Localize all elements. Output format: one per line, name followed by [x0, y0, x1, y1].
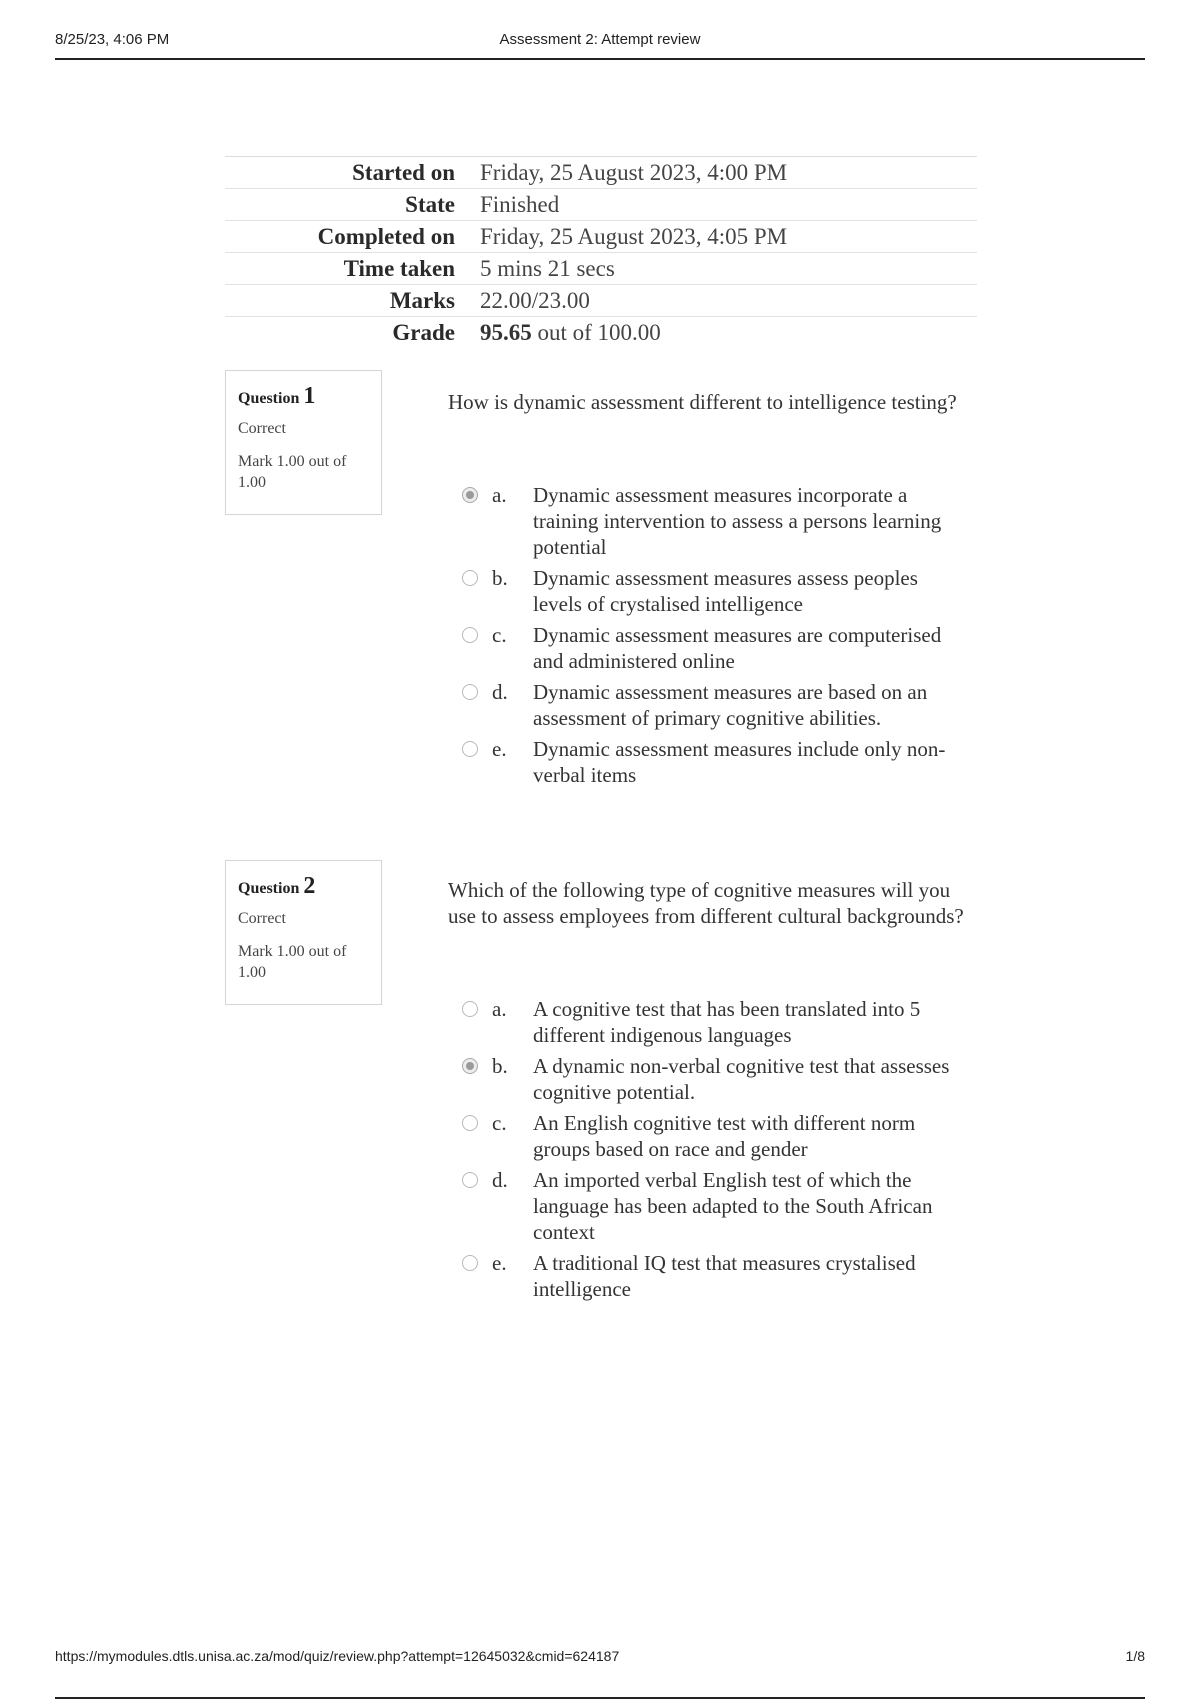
- question-mark: Mark 1.00 out of 1.00: [238, 943, 347, 981]
- option-letter: b.: [492, 566, 508, 590]
- option-letter: e.: [492, 1251, 507, 1275]
- radio-icon[interactable]: [462, 1172, 478, 1188]
- option-text: An imported verbal English test of which the language has been adapted to the South African context: [533, 1168, 933, 1244]
- question-label: Question: [238, 880, 300, 897]
- summary-value: 5 mins 21 secs: [480, 253, 977, 285]
- summary-label: Time taken: [225, 253, 480, 285]
- print-header: [55, 28, 1145, 60]
- option-text: Dynamic assessment measures are computerised and administered online: [533, 623, 942, 673]
- question-2-answers: [448, 996, 988, 1307]
- option-letter: c.: [492, 623, 507, 647]
- question-mark: Mark 1.00 out of 1.00: [238, 453, 347, 491]
- summary-label: Grade: [225, 317, 480, 349]
- answer-option-c[interactable]: [448, 1110, 988, 1162]
- footer-divider: [55, 1697, 1145, 1699]
- option-text: A traditional IQ test that measures crystalised intelligence: [533, 1251, 916, 1301]
- print-title: Assessment 2: Attempt review: [499, 31, 701, 48]
- option-letter: d.: [492, 1168, 508, 1192]
- question-state: Correct: [238, 420, 286, 437]
- answer-option-d[interactable]: [448, 1167, 988, 1245]
- summary-row-completed: [225, 221, 977, 253]
- radio-icon[interactable]: [462, 570, 478, 586]
- option-text: Dynamic assessment measures incorporate a training intervention to assess a persons learning potential: [533, 483, 942, 559]
- summary-value: Finished: [480, 189, 977, 221]
- summary-label: Started on: [225, 157, 480, 189]
- answer-option-e[interactable]: [448, 736, 988, 788]
- answer-option-c[interactable]: [448, 622, 988, 674]
- answer-option-d[interactable]: [448, 679, 988, 731]
- summary-row-time-taken: [225, 253, 977, 285]
- radio-icon[interactable]: [462, 741, 478, 757]
- question-2-info: [225, 860, 382, 1005]
- question-1-text: How is dynamic assessment different to intelligence testing?: [448, 390, 957, 414]
- radio-icon[interactable]: [462, 684, 478, 700]
- attempt-summary-table: [225, 156, 977, 349]
- radio-icon[interactable]: [462, 1115, 478, 1131]
- question-number: 2: [303, 873, 316, 899]
- question-2-text: Which of the following type of cognitive measures will you use to assess employees from different cultural backgrounds?: [448, 878, 964, 928]
- answer-option-a[interactable]: [448, 482, 988, 560]
- summary-label: Marks: [225, 285, 480, 317]
- page-url: https://mymodules.dtls.unisa.ac.za/mod/quiz/review.php?attempt=12645032&cmid=624187: [55, 1648, 620, 1664]
- option-text: Dynamic assessment measures are based on an assessment of primary cognitive abilities.: [533, 680, 928, 730]
- summary-row-marks: [225, 285, 977, 317]
- answer-option-b[interactable]: [448, 565, 988, 617]
- option-text: An English cognitive test with different norm groups based on race and gender: [533, 1111, 916, 1161]
- radio-icon[interactable]: [462, 1255, 478, 1271]
- summary-value: Friday, 25 August 2023, 4:00 PM: [480, 157, 977, 189]
- summary-label: State: [225, 189, 480, 221]
- answer-option-e[interactable]: [448, 1250, 988, 1302]
- option-letter: a.: [492, 483, 507, 507]
- summary-label: Completed on: [225, 221, 480, 253]
- radio-icon[interactable]: [462, 1001, 478, 1017]
- option-text: A dynamic non-verbal cognitive test that assesses cognitive potential.: [533, 1054, 950, 1104]
- page-number: 1/8: [1125, 1648, 1145, 1664]
- option-letter: b.: [492, 1054, 508, 1078]
- answer-option-b[interactable]: [448, 1053, 988, 1105]
- question-1-answers: [448, 482, 988, 793]
- print-date: 8/25/23, 4:06 PM: [55, 31, 170, 48]
- option-text: Dynamic assessment measures assess peoples levels of crystalised intelligence: [533, 566, 918, 616]
- radio-selected-icon[interactable]: [462, 1058, 478, 1074]
- summary-row-state: [225, 189, 977, 221]
- grade-value: 95.65: [480, 319, 532, 345]
- summary-value: Friday, 25 August 2023, 4:05 PM: [480, 221, 977, 253]
- summary-row-started: [225, 157, 977, 189]
- question-1-info: [225, 370, 382, 515]
- option-text: A cognitive test that has been translated into 5 different indigenous languages: [533, 997, 921, 1047]
- radio-icon[interactable]: [462, 627, 478, 643]
- option-text: Dynamic assessment measures include only non-verbal items: [533, 737, 946, 787]
- option-letter: e.: [492, 737, 507, 761]
- summary-value: [480, 317, 977, 349]
- summary-row-grade: [225, 317, 977, 349]
- question-state: Correct: [238, 910, 286, 927]
- summary-value: 22.00/23.00: [480, 285, 977, 317]
- question-number: 1: [303, 383, 316, 409]
- answer-option-a[interactable]: [448, 996, 988, 1048]
- option-letter: d.: [492, 680, 508, 704]
- radio-selected-icon[interactable]: [462, 487, 478, 503]
- option-letter: c.: [492, 1111, 507, 1135]
- option-letter: a.: [492, 997, 507, 1021]
- grade-out-of: out of 100.00: [537, 319, 661, 345]
- question-label: Question: [238, 390, 300, 407]
